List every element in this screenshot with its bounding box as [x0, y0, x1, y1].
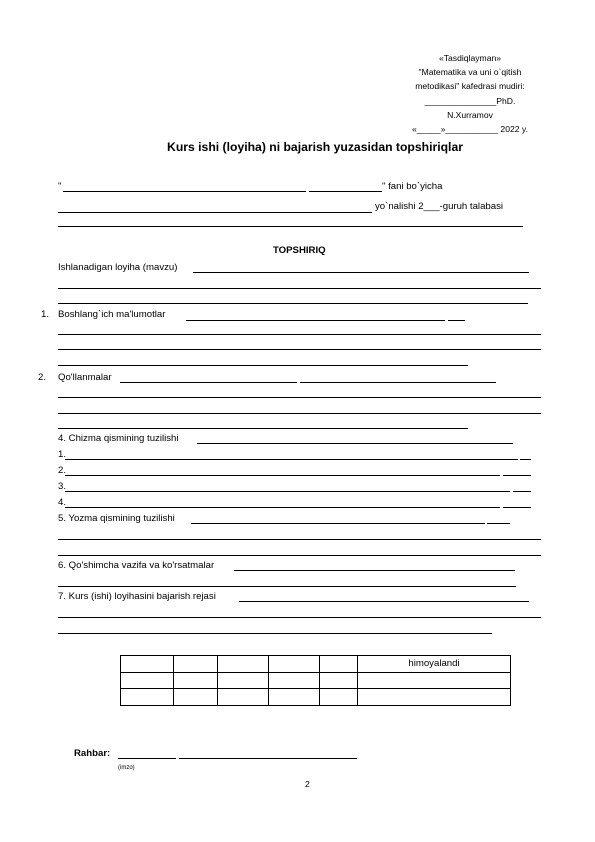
drawing-item-1-line-b: [520, 459, 531, 460]
supervisor-name-line: [179, 758, 357, 759]
drawing-item-1: 1.: [58, 449, 67, 460]
table-cell: [218, 689, 269, 706]
manuals-line-2: [58, 397, 541, 398]
plan-line-2: [58, 617, 541, 618]
approval-line-1: «Tasdiqlayman»: [438, 53, 502, 63]
drawing-item-2-line-b: [503, 475, 531, 476]
quote-open: ": [58, 181, 62, 192]
manuals-line-b: [300, 382, 496, 383]
drawing-item-1-line: [65, 459, 518, 460]
table-cell: [121, 672, 174, 689]
drawing-label: 4. Chizma qismining tuzilishi: [58, 433, 179, 444]
extra-line-2: [58, 586, 516, 587]
subject-field-line: [63, 191, 306, 192]
table-header-defended: himoyalandi: [358, 656, 511, 673]
theme-line-3: [58, 303, 528, 304]
table-cell: [269, 672, 320, 689]
approval-line-5: N.Xurramov: [447, 109, 493, 120]
drawing-line: [197, 443, 513, 444]
direction-suffix: yo`nalishi 2___-guruh talabasi: [375, 201, 503, 212]
direction-field-line: [58, 212, 372, 213]
written-label: 5. Yozma qismining tuzilishi: [58, 513, 175, 524]
initial-data-line-3: [58, 349, 541, 350]
manuals-line-3: [58, 413, 541, 414]
initial-data-line-2: [58, 334, 541, 335]
initial-data-number: 1.: [41, 309, 50, 320]
extra-label: 6. Qo'shimcha vazifa va ko'rsatmalar: [58, 560, 215, 571]
table-cell: [121, 656, 174, 673]
sign-caption: (imzo): [118, 765, 135, 771]
student-name-line: [58, 226, 523, 227]
supervisor-label: Rahbar:: [74, 748, 111, 759]
table-row: [121, 656, 511, 673]
table-row: [121, 672, 511, 689]
table-cell: [320, 672, 358, 689]
manuals-number: 2.: [38, 372, 47, 383]
drawing-item-2: 2.: [58, 465, 67, 476]
plan-line: [239, 601, 529, 602]
initial-data-line-b: [448, 320, 465, 321]
table-cell: [121, 689, 174, 706]
written-line: [191, 523, 485, 524]
initial-data-label: Boshlang`ich ma'lumotlar: [58, 309, 166, 320]
initial-data-line-4: [58, 365, 468, 366]
table-cell: [358, 672, 511, 689]
drawing-item-4: 4.: [58, 497, 67, 508]
drawing-item-3: 3.: [58, 481, 67, 492]
table-row: [121, 689, 511, 706]
approval-line-4: _______________PhD.: [424, 95, 516, 106]
table-cell: [320, 689, 358, 706]
page-title: Kurs ishi (loyiha) ni bajarish yuzasidan topshiriqlar: [167, 140, 463, 154]
table-cell: [174, 656, 218, 673]
plan-line-3: [58, 633, 492, 634]
drawing-item-3-line-b: [513, 491, 531, 492]
initial-data-line: [186, 320, 445, 321]
drawing-item-3-line: [65, 491, 510, 492]
plan-label: 7. Kurs (ishi) loyihasini bajarish rejasi: [58, 591, 216, 602]
task-heading: TOPSHIRIQ: [273, 245, 326, 256]
approval-block: [400, 51, 540, 136]
subject-field-line-2: [309, 191, 382, 192]
extra-line: [234, 570, 515, 571]
drawing-item-4-line-b: [503, 507, 531, 508]
table-cell: [320, 656, 358, 673]
approval-line-6: «_____»___________ 2022 y.: [412, 124, 528, 135]
written-line-2: [58, 539, 541, 540]
theme-label: Ishlanadigan loyiha (mavzu): [58, 262, 178, 273]
schedule-table: [120, 655, 511, 706]
page-number: 2: [305, 779, 310, 789]
written-line-b: [487, 523, 510, 524]
table-cell: [218, 672, 269, 689]
manuals-line-4: [58, 428, 468, 429]
manuals-label: Qo'llanmalar: [58, 372, 112, 383]
written-line-3: [58, 555, 541, 556]
theme-line-2: [58, 288, 541, 289]
approval-line-2: "Matematika va uni o`qitish: [418, 67, 522, 78]
theme-line: [193, 272, 529, 273]
manuals-line: [120, 382, 297, 383]
approval-line-3: metodikasi" kafedrasi mudiri:: [415, 81, 525, 92]
table-cell: [269, 689, 320, 706]
supervisor-sign-line: [118, 758, 176, 759]
table-cell: [358, 689, 511, 706]
subject-suffix: " fani bo`yicha: [382, 181, 443, 192]
drawing-item-4-line: [65, 507, 500, 508]
drawing-item-2-line: [65, 475, 500, 476]
table-cell: [174, 689, 218, 706]
table-cell: [174, 672, 218, 689]
table-cell: [269, 656, 320, 673]
table-cell: [218, 656, 269, 673]
